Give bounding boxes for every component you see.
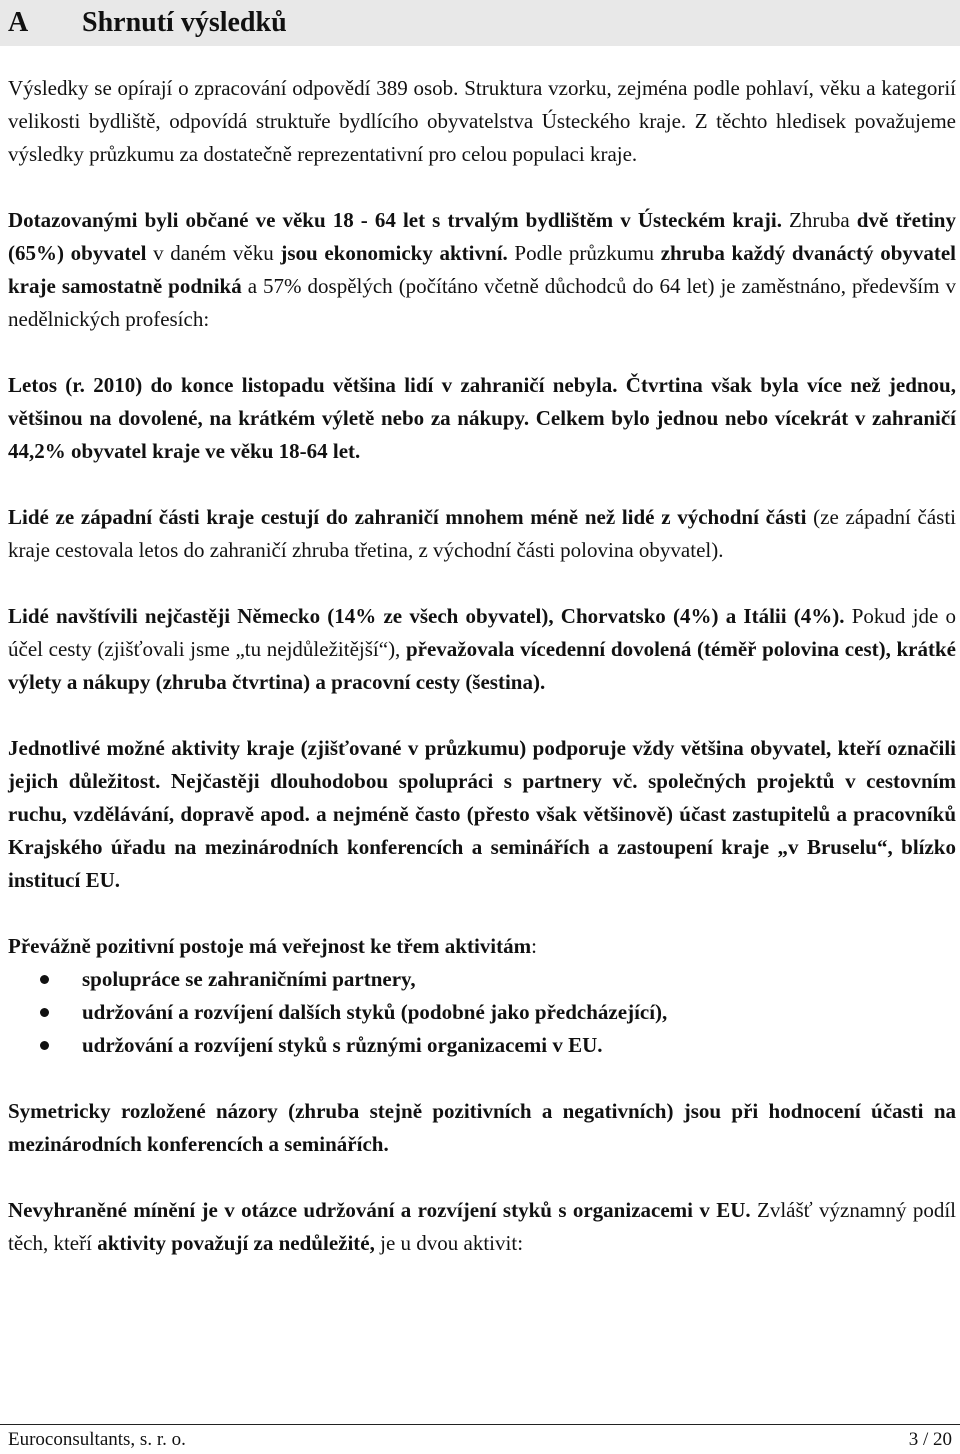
paragraph-destinations <box>8 600 956 699</box>
bullet-icon <box>40 1008 49 1017</box>
paragraph-text: Pokud jde o účel cesty (zjišťovali jsme „tu nejdůležitější“), <box>8 604 956 661</box>
paragraph-symmetric <box>8 1095 956 1161</box>
bullet-list <box>8 963 956 1062</box>
section-title: Shrnutí výsledků <box>82 7 287 38</box>
paragraph-text: : <box>531 934 537 958</box>
paragraph-text: a 57% dospělých (počítáno včetně důchodců do 64 let) je zaměstnáno, především v nedělnických profesích: <box>8 274 956 331</box>
bold-text: Převážně pozitivní postoje má veřejnost ke třem aktivitám <box>8 934 532 958</box>
footer-divider <box>0 1424 960 1425</box>
footer-company: Euroconsultants, s. r. o. <box>8 1429 186 1450</box>
bullet-icon <box>40 1041 49 1050</box>
paragraph-text: v daném věku <box>146 241 281 265</box>
paragraph-activities <box>8 732 956 897</box>
list-item <box>8 1029 956 1062</box>
paragraph-text: (ze západní části kraje cestovala letos do zahraničí zhruba třetina, z východní části polovina obyvatel). <box>8 505 956 562</box>
section-heading-bar <box>0 0 960 46</box>
bold-text: Symetricky rozložené názory (zhruba stejně pozitivních a negativních) jsou při hodnocení účasti na mezinárodních konferencích a seminářích. <box>8 1099 956 1156</box>
bold-text: dvě třetiny (65%) obyvatel <box>8 208 956 265</box>
paragraph-positive-attitudes <box>8 930 956 963</box>
list-item <box>8 996 956 1029</box>
paragraph-respondents <box>8 204 956 336</box>
bold-text: aktivity považují za nedůležité, <box>97 1231 375 1255</box>
paragraph-sample <box>8 72 956 171</box>
section-letter: A <box>8 7 29 38</box>
bold-text: Lidé ze západní části kraje cestují do zahraničí mnohem méně než lidé z východní části <box>8 505 807 529</box>
list-item <box>8 963 956 996</box>
bullet-icon <box>40 975 49 984</box>
paragraph-travel <box>8 369 956 468</box>
bold-text: zhruba každý dvanáctý obyvatel kraje samostatně podniká <box>8 241 957 298</box>
bold-text: Dotazovanými byli občané ve věku 18 - 64 let s trvalým bydlištěm v Ústeckém kraji. <box>8 208 782 232</box>
list-item-text: spolupráce se zahraničními partnery, <box>82 967 416 991</box>
bold-text: Lidé navštívili nejčastěji Německo (14% ze všech obyvatel), Chorvatsko (4%) a Itálii (4%). <box>8 604 845 628</box>
paragraph-text: Výsledky se opírají o zpracování odpovědí 389 osob. Struktura vzorku, zejména podle pohlaví, věku a kategorií velikosti bydliště, odpovídá struktuře bydlícího obyvatelstva Ústeckého kraje. Z těchto hledisek považujeme výsledky průzkumu za dostatečně reprezentativní pro celou populaci kraje. <box>8 76 956 166</box>
page-number: 3 / 20 <box>908 1429 952 1450</box>
paragraph-text: je u dvou aktivit: <box>374 1231 524 1255</box>
bold-text: Nevyhraněné mínění je v otázce udržování a rozvíjení styků s organizacemi v EU. <box>8 1198 751 1222</box>
list-item-text: udržování a rozvíjení styků s různými organizacemi v EU. <box>82 1033 603 1057</box>
bold-text: Jednotlivé možné aktivity kraje (zjišťované v průzkumu) podporuje vždy většina obyvatel, kteří označili jejich důležitost. Nejčastěji dlouhodobou spolupráci s partnery vč. společných projektů v cestovním ruchu, vzdělávání, dopravě apod. a nejméně často (přesto však většinově) účast zastupitelů a pracovníků Krajského úřadu na mezinárodních konferencích a seminářích a zastoupení kraje „v Bruselu“, blízko institucí EU. <box>8 736 956 892</box>
list-item-text: udržování a rozvíjení dalších styků (podobné jako předcházející), <box>82 1000 668 1024</box>
bold-text: převažovala vícedenní dovolená (téměř polovina cest), krátké výlety a nákupy (zhruba čtvrtina) a pracovní cesty (šestina). <box>8 637 956 694</box>
paragraph-text: Zhruba <box>781 208 857 232</box>
document-body <box>8 72 956 1293</box>
paragraph-text: Podle průzkumu <box>507 241 661 265</box>
bold-text: Letos (r. 2010) do konce listopadu většina lidí v zahraničí nebyla. Čtvrtina však byla více než jednou, většinou na dovolené, na krátkém výletě nebo za nákupy. Celkem bylo jednou nebo vícekrát v zahraničí 44,2% obyvatel kraje ve věku 18-64 let. <box>8 373 956 463</box>
paragraph-undecided <box>8 1194 956 1260</box>
paragraph-regions <box>8 501 956 567</box>
paragraph-text: Zvlášť významný podíl těch, kteří <box>8 1198 957 1255</box>
bold-text: jsou ekonomicky aktivní. <box>280 241 508 265</box>
